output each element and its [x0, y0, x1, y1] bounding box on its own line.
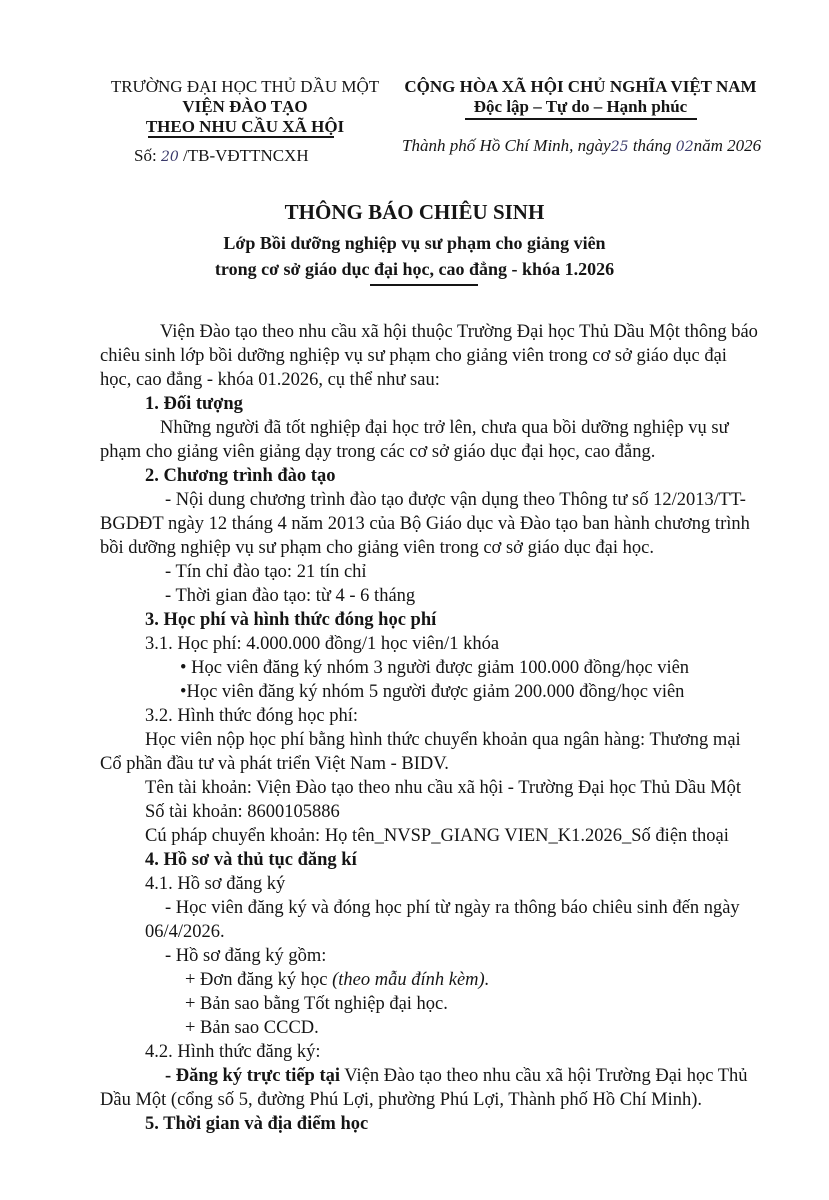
day-handwritten: 25: [610, 139, 629, 155]
section4-docs: - Hồ sơ đăng ký gồm:: [165, 946, 327, 966]
month-label: tháng: [632, 136, 672, 155]
university-name: TRƯỜNG ĐẠI HỌC THỦ DẦU MỘT: [110, 77, 380, 96]
country-name: CỘNG HÒA XÃ HỘI CHỦ NGHĨA VIỆT NAM: [404, 77, 757, 96]
date-line: [402, 136, 761, 156]
motto-underline: [465, 118, 697, 120]
month-handwritten: 02: [675, 139, 694, 155]
intro-line1: Viện Đào tạo theo nhu cầu xã hội thuộc Trường Đại học Thủ Dầu Một thông báo: [160, 322, 758, 342]
discount-item-2: [100, 680, 760, 704]
discount-text-1: Học viên đăng ký nhóm 3 người được giảm 100.000 đồng/học viên: [191, 658, 690, 678]
doc-item-2: + Bản sao bằng Tốt nghiệp đại học.: [185, 994, 448, 1014]
header-left-underline: [148, 136, 334, 138]
section4-heading: 4. Hồ sơ và thủ tục đăng kí: [145, 850, 357, 870]
number-suffix: /TB-VĐTTNCXH: [183, 146, 309, 165]
doc-item-1: [100, 968, 760, 992]
bullet-icon: •: [180, 682, 187, 702]
section4-2-line1: [100, 1064, 760, 1088]
header-right: [388, 77, 773, 117]
institute-name-line1: VIỆN ĐÀO TẠO: [182, 97, 308, 116]
section1-line1: Những người đã tốt nghiệp đại học trở lên, chưa qua bồi dưỡng nghiệp vụ sư: [160, 418, 729, 438]
subtitle-line2: trong cơ sở giáo dục đại học, cao đẳng - khóa 1.2026: [214, 259, 615, 279]
section4-2-heading: 4.2. Hình thức đăng ký:: [145, 1042, 321, 1062]
section3-heading: 3. Học phí và hình thức đóng học phí: [145, 610, 437, 630]
number-handwritten: 20: [160, 149, 179, 165]
doc-item-1-text: + Đơn đăng ký học: [185, 970, 333, 990]
discount-text-2: Học viên đăng ký nhóm 5 người được giảm 200.000 đồng/học viên: [186, 682, 685, 702]
section3-1-tuition: 3.1. Học phí: 4.000.000 đồng/1 học viên/1 khóa: [145, 634, 500, 654]
doc-item-1-note: (theo mẫu đính kèm).: [332, 970, 490, 990]
section1-line2: phạm cho giảng viên giảng dạy trong các cơ sở giáo dục đại học, cao đẳng.: [100, 442, 656, 462]
section3-2-line2: Cổ phần đầu tư và phát triển Việt Nam - BIDV.: [100, 754, 449, 774]
section4-1-line2: 06/4/2026.: [145, 922, 225, 942]
register-direct-text: Viện Đào tạo theo nhu cầu xã hội Trường Đại học Thủ: [340, 1066, 748, 1086]
transfer-syntax: Cú pháp chuyển khoản: Họ tên_NVSP_GIANG VIEN_K1.2026_Số điện thoại: [145, 826, 729, 846]
year-label: năm 2026: [693, 136, 762, 155]
document-number: [134, 146, 309, 167]
section2-duration: - Thời gian đào tạo: từ 4 - 6 tháng: [165, 586, 416, 606]
intro-line3: học, cao đẳng - khóa 01.2026, cụ thể như sau:: [100, 370, 440, 390]
section2-credits: - Tín chỉ đào tạo: 21 tín chỉ: [165, 562, 367, 582]
section3-2-heading: 3.2. Hình thức đóng học phí:: [145, 706, 358, 726]
title-underline: [370, 284, 478, 286]
section3-2-line1: Học viên nộp học phí bằng hình thức chuyển khoản qua ngân hàng: Thương mại: [145, 730, 741, 750]
section4-1-line1: - Học viên đăng ký và đóng học phí từ ngày ra thông báo chiêu sinh đến ngày: [165, 898, 740, 918]
account-number: Số tài khoản: 8600105886: [145, 802, 340, 822]
section2-heading: 2. Chương trình đào tạo: [145, 466, 336, 486]
bullet-icon: •: [180, 658, 192, 678]
subtitle-line1: Lớp Bồi dưỡng nghiệp vụ sư phạm cho giảng viên: [223, 233, 606, 253]
document-title: THÔNG BÁO CHIÊU SINH: [284, 200, 545, 224]
national-motto: Độc lập – Tự do – Hạnh phúc: [473, 97, 688, 116]
section5-heading: 5. Thời gian và địa điểm học: [145, 1114, 369, 1134]
discount-item-1: [100, 656, 760, 680]
section2-line1: - Nội dung chương trình đào tạo được vận dụng theo Thông tư số 12/2013/TT-: [165, 490, 746, 510]
header-left: [100, 77, 390, 137]
date-prefix: Thành phố Hồ Chí Minh, ngày: [402, 136, 611, 155]
register-direct-label: - Đăng ký trực tiếp tại: [165, 1066, 341, 1086]
document-body: [100, 320, 760, 1136]
doc-item-3: + Bản sao CCCD.: [185, 1018, 319, 1038]
account-name: Tên tài khoản: Viện Đào tạo theo nhu cầu xã hội - Trường Đại học Thủ Dầu Một: [145, 778, 742, 798]
section2-line2: BGDĐT ngày 12 tháng 4 năm 2013 của Bộ Giáo dục và Đào tạo ban hành chương trình: [100, 514, 750, 534]
number-prefix: Số:: [134, 146, 157, 165]
section4-2-line2: Dầu Một (cổng số 5, đường Phú Lợi, phường Phú Lợi, Thành phố Hồ Chí Minh).: [100, 1090, 703, 1110]
section4-1-heading: 4.1. Hồ sơ đăng ký: [145, 874, 286, 894]
institute-name-line2: THEO NHU CẦU XÃ HỘI: [145, 117, 345, 136]
intro-line2: chiêu sinh lớp bồi dưỡng nghiệp vụ sư phạm cho giảng viên trong cơ sở giáo dục đại: [100, 346, 727, 366]
section2-line3: bồi dưỡng nghiệp vụ sư phạm cho giảng viên trong cơ sở giáo dục đại học.: [100, 538, 654, 558]
section1-heading: 1. Đối tượng: [145, 394, 243, 414]
